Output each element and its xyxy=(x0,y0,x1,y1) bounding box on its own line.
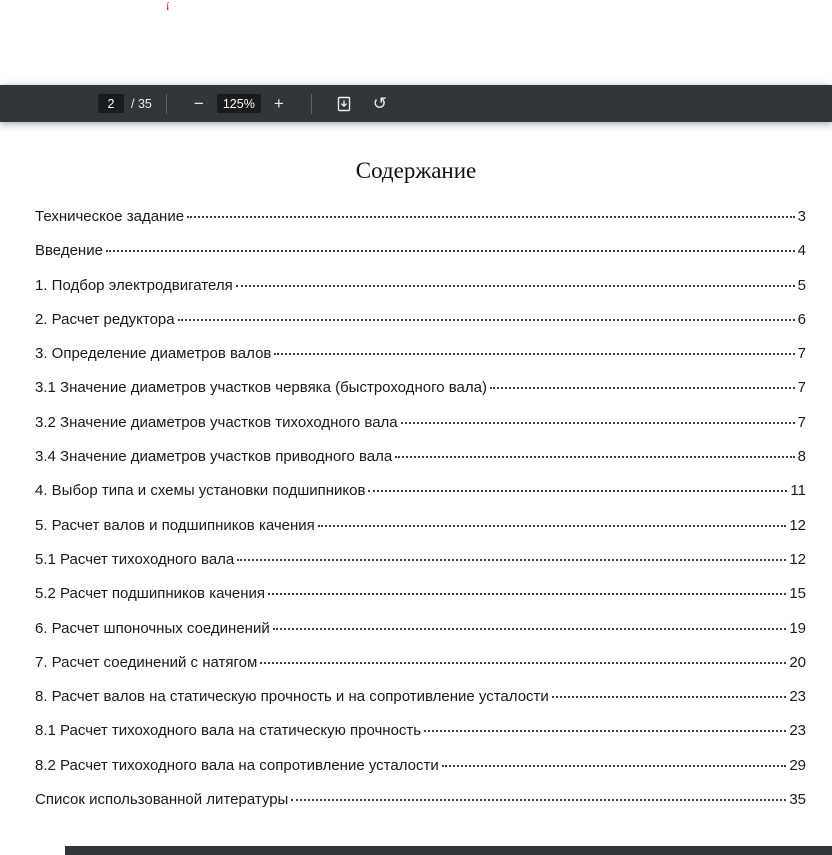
toolbar-divider xyxy=(166,94,167,114)
fit-to-page-icon xyxy=(336,96,352,112)
rotate-button[interactable] xyxy=(366,90,394,118)
toc-page-number: 23 xyxy=(789,688,806,706)
table-of-contents xyxy=(0,208,832,825)
toc-row xyxy=(35,345,806,379)
plus-icon: + xyxy=(273,94,284,113)
toc-dot-leader xyxy=(318,525,787,527)
toc-page-number: 23 xyxy=(789,722,806,740)
toc-dot-leader xyxy=(490,387,795,389)
fit-to-page-button[interactable] xyxy=(330,90,358,118)
page-gap xyxy=(65,846,832,855)
toc-label: 4. Выбор типа и схемы установки подшипников xyxy=(35,482,366,500)
toc-page-number: 6 xyxy=(797,310,806,328)
zoom-level-display[interactable]: 125% xyxy=(217,94,261,113)
toc-row xyxy=(35,482,806,516)
toc-row xyxy=(35,654,806,688)
toc-dot-leader xyxy=(442,765,787,767)
toc-label: 8.2 Расчет тихоходного вала на сопротивление усталости xyxy=(35,756,439,774)
toc-row xyxy=(35,242,806,276)
toc-dot-leader xyxy=(274,353,794,355)
toc-dot-leader xyxy=(106,250,795,252)
toc-label: 6. Расчет шпоночных соединений xyxy=(35,619,270,637)
toc-dot-leader xyxy=(273,628,787,630)
toc-dot-leader xyxy=(368,490,787,492)
toc-page-number: 12 xyxy=(789,550,806,568)
toc-page-number: 8 xyxy=(797,448,806,466)
toc-label: 3. Определение диаметров валов xyxy=(35,345,272,363)
toc-row xyxy=(35,208,806,242)
toc-dot-leader xyxy=(178,319,795,321)
toc-page-number: 29 xyxy=(789,756,806,774)
toc-row xyxy=(35,791,806,825)
toc-page-number: 7 xyxy=(797,379,806,397)
toc-page-number: 20 xyxy=(789,653,806,671)
page-count-label: / 35 xyxy=(131,96,152,111)
toc-dot-leader xyxy=(187,216,795,218)
toc-row xyxy=(35,585,806,619)
red-annotation-mark: í xyxy=(166,0,170,13)
previous-page-bottom xyxy=(0,0,832,85)
toc-page-number: 4 xyxy=(797,242,806,260)
zoom-in-button[interactable] xyxy=(265,90,293,118)
toc-row xyxy=(35,757,806,791)
pdf-page xyxy=(0,122,832,825)
toc-row xyxy=(35,277,806,311)
toc-row xyxy=(35,620,806,654)
toc-label: 2. Расчет редуктора xyxy=(35,310,175,328)
toc-page-number: 7 xyxy=(797,345,806,363)
toc-label: 3.2 Значение диаметров участков тихоходного вала xyxy=(35,413,398,431)
toc-dot-leader xyxy=(552,696,787,698)
toc-row xyxy=(35,311,806,345)
toc-label: 5. Расчет валов и подшипников качения xyxy=(35,516,315,534)
toc-label: 5.1 Расчет тихоходного вала xyxy=(35,550,235,568)
toc-dot-leader xyxy=(401,422,795,424)
toc-dot-leader xyxy=(291,799,786,801)
toc-row xyxy=(35,551,806,585)
toc-dot-leader xyxy=(260,662,786,664)
toc-page-number: 5 xyxy=(797,276,806,294)
toc-label: 7. Расчет соединений с натягом xyxy=(35,653,258,671)
toc-row xyxy=(35,722,806,756)
toc-label: 8.1 Расчет тихоходного вала на статическую прочность xyxy=(35,722,422,740)
page-number-input[interactable]: 2 xyxy=(98,94,124,113)
toc-label: 8. Расчет валов на статическую прочность и на сопротивление усталости xyxy=(35,688,549,706)
toc-row xyxy=(35,448,806,482)
toc-dot-leader xyxy=(268,593,786,595)
toc-dot-leader xyxy=(424,730,786,732)
toc-dot-leader xyxy=(237,559,786,561)
toc-row xyxy=(35,517,806,551)
minus-icon: − xyxy=(193,94,204,113)
toc-label: Список использованной литературы xyxy=(35,791,289,809)
zoom-out-button[interactable] xyxy=(185,90,213,118)
toc-row xyxy=(35,379,806,413)
toc-dot-leader xyxy=(236,285,795,287)
toc-page-number: 19 xyxy=(789,619,806,637)
toc-label: Техническое задание xyxy=(35,208,185,225)
toolbar-divider xyxy=(311,94,312,114)
toc-page-number: 3 xyxy=(797,208,806,225)
toc-label: 3.1 Значение диаметров участков червяка (быстроходного вала) xyxy=(35,379,487,397)
toc-label: 5.2 Расчет подшипников качения xyxy=(35,585,266,603)
toc-row xyxy=(35,688,806,722)
toc-dot-leader xyxy=(395,456,794,458)
pdf-toolbar xyxy=(0,85,832,122)
toc-page-number: 7 xyxy=(797,413,806,431)
toc-label: Введение xyxy=(35,242,103,260)
toc-label: 1. Подбор электродвигателя xyxy=(35,276,233,294)
page-title: Содержание xyxy=(355,158,477,183)
rotate-icon: ↺ xyxy=(372,94,387,113)
toc-page-number: 12 xyxy=(789,516,806,534)
toc-page-number: 35 xyxy=(789,791,806,809)
toc-label: 3.4 Значение диаметров участков приводного вала xyxy=(35,448,393,466)
toc-row xyxy=(35,414,806,448)
toc-page-number: 15 xyxy=(789,585,806,603)
toc-page-number: 11 xyxy=(790,482,806,500)
